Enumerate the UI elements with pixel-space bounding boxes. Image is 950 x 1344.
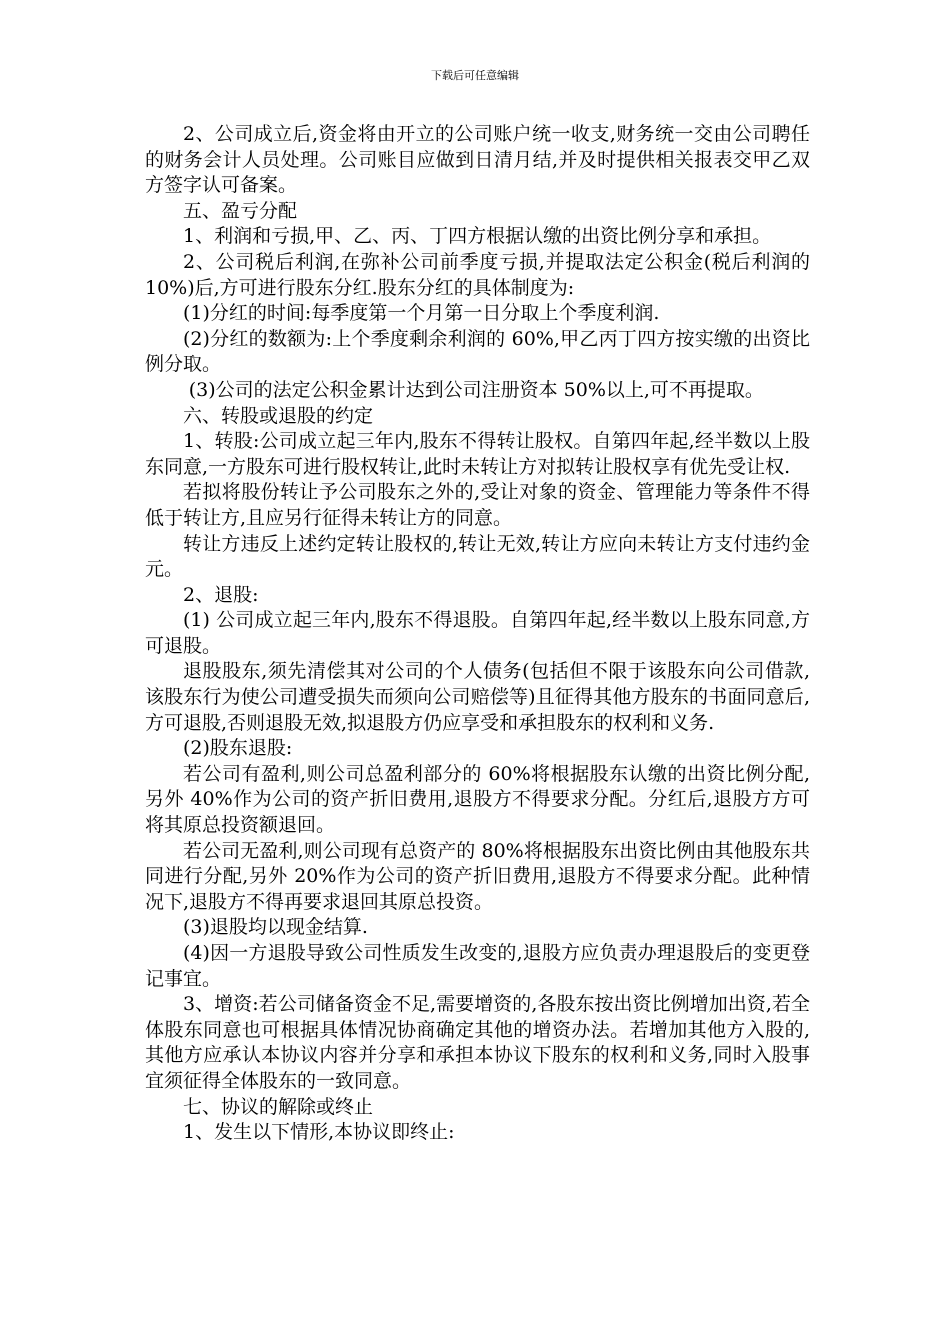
paragraph: (2)股东退股:	[183, 737, 293, 760]
paragraph: (3)退股均以现金结算.	[183, 916, 368, 939]
paragraph: 2、退股:	[183, 583, 259, 606]
paragraph: 1、利润和亏损,甲、乙、丙、丁四方根据认缴的出资比例分享和承担。	[183, 225, 772, 248]
paragraph: 3、增资:若公司储备资金不足,需要增资的,各股东按出资比例增加出资,若全体股东同意也可根据具体情况协商确定其他的增资办法。若增加其他方入股的,其他方应承认本协议内容并分享和承担本协议下股东的权利和义务,同时入股事宜须征得全体股东的一致同意。	[145, 993, 810, 1092]
paragraph: 转让方违反上述约定转让股权的,转让无效,转让方应向未转让方支付违约金 元。	[145, 532, 836, 581]
document-body	[145, 122, 836, 1146]
paragraph: 2、公司成立后,资金将由开立的公司账户统一收支,财务统一交由公司聘任的财务会计人员处理。公司账目应做到日清月结,并及时提供相关报表交甲乙双方签字认可备案。	[145, 123, 810, 197]
paragraph: 若公司有盈利,则公司总盈利部分的 60%将根据股东认缴的出资比例分配,另外 40%作为公司的资产折旧费用,退股方不得要求分配。分红后,退股方方可将其原总投资额退回。	[145, 762, 810, 837]
paragraph: 退股股东,须先清偿其对公司的个人债务(包括但不限于该股东向公司借款,该股东行为使公司遭受损失而须向公司赔偿等)且征得其他方股东的书面同意后,方可退股,否则退股无效,拟退股方仍应享受和承担股东的权利和义务.	[145, 660, 810, 734]
paragraph: (1) 公司成立起三年内,股东不得退股。自第四年起,经半数以上股东同意,方可退股。	[145, 609, 810, 657]
section-heading: 六、转股或退股的约定	[183, 404, 374, 427]
paragraph: 2、公司税后利润,在弥补公司前季度亏损,并提取法定公积金(税后利润的 10%)后,方可进行股东分红.股东分红的具体制度为:	[145, 250, 810, 299]
paragraph: 若公司无盈利,则公司现有总资产的 80%将根据股东出资比例由其他股东共同进行分配,另外 20%作为公司的资产折旧费用,退股方不得要求分配。此种情况下,退股方不得再要求退回其原总投资。	[145, 839, 810, 913]
paragraph: 1、转股:公司成立起三年内,股东不得转让股权。自第四年起,经半数以上股东同意,一方股东可进行股权转让,此时未转让方对拟转让股权享有优先受让权.	[145, 430, 810, 478]
paragraph: (1)分红的时间:每季度第一个月第一日分取上个季度利润.	[183, 302, 660, 325]
paragraph: 若拟将股份转让予公司股东之外的,受让对象的资金、管理能力等条件不得低于转让方,且应另行征得未转让方的同意。	[145, 481, 810, 529]
paragraph: (2)分红的数额为:上个季度剩余利润的 60%,甲乙丙丁四方按实缴的出资比例分取。	[145, 327, 810, 376]
page-header: 下载后可任意编辑	[431, 69, 519, 82]
paragraph: (4)因一方退股导致公司性质发生改变的,退股方应负责办理退股后的变更登记事宜。	[145, 942, 810, 990]
section-heading: 七、协议的解除或终止	[183, 1095, 374, 1118]
paragraph: (3)公司的法定公积金累计达到公司注册资本 50%以上,可不再提取。	[188, 378, 764, 401]
paragraph: 1、发生以下情形,本协议即终止:	[183, 1121, 455, 1144]
section-heading: 五、盈亏分配	[183, 199, 298, 222]
